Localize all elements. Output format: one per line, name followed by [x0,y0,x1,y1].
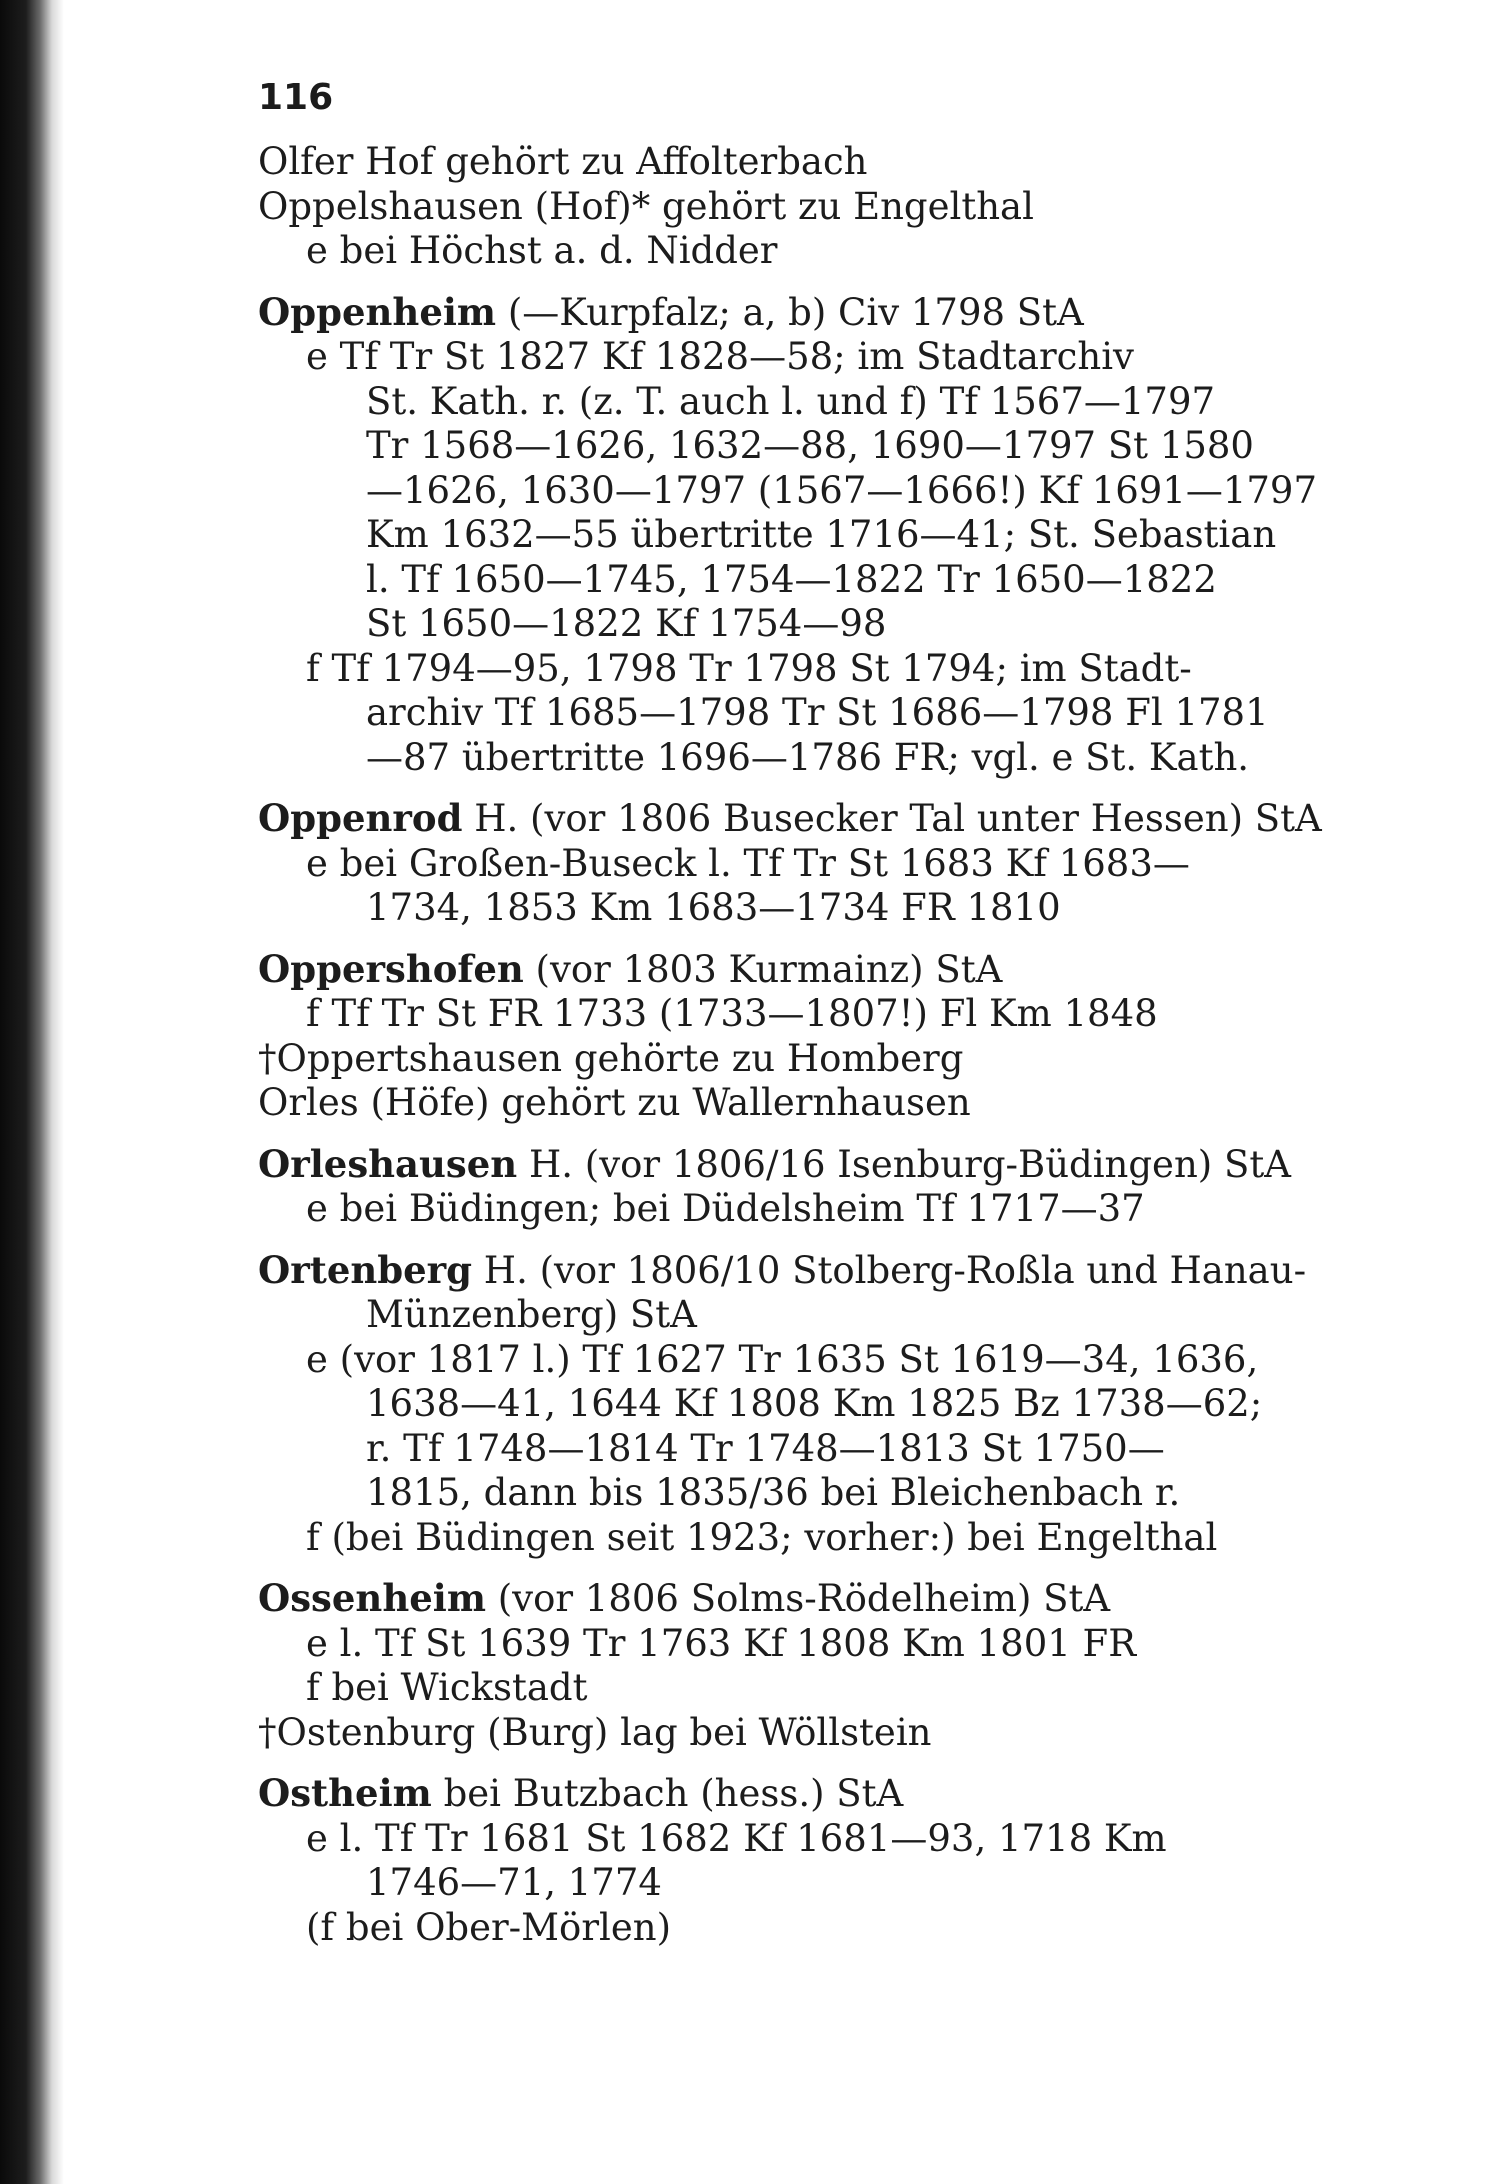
entry-headword-line [258,1248,1348,1294]
entry-headword: Ossenheim [258,1576,486,1620]
text-line: —87 übertritte 1696—1786 FR; vgl. e St. Kath. [366,735,1250,779]
text-line: St 1650—1822 Kf 1754—98 [366,602,887,645]
entry-headword: Oppenheim [258,289,497,334]
entry-details: (vor 1806 Solms-Rödelheim) StA [485,1577,1111,1620]
entry-details: bei Butzbach (hess.) StA [431,1772,904,1815]
text-line: Tr 1568—1626, 1632—88, 1690—1797 St 1580 [366,424,1254,467]
document-page [258,68,1348,1950]
text-line: f bei Wickstadt [306,1666,588,1709]
text-line: (f bei Ober-Mörlen) [306,1905,672,1949]
text-line: l. Tf 1650—1745, 1754—1822 Tr 1650—1822 [366,557,1217,601]
entry-headword-line [258,1771,1348,1817]
text-line: Km 1632—55 übertritte 1716—41; St. Sebastian [366,513,1277,556]
text-line: St. Kath. r. (z. T. auch l. und f) Tf 1567—1797 [366,379,1216,423]
entry-headword: Orleshausen [258,1141,518,1186]
entry-details: H. (vor 1806/16 Isenburg-Büdingen) StA [517,1142,1291,1186]
entry-list [258,140,1348,1950]
text-line: e l. Tf Tr 1681 St 1682 Kf 1681—93, 1718 Km [306,1816,1167,1860]
entry-headword-line [258,947,1348,993]
text-line: 1815, dann bis 1835/36 bei Bleichenbach r. [366,1471,1181,1514]
text-line: e (vor 1817 l.) Tf 1627 Tr 1635 St 1619—34, 1636, [306,1337,1259,1381]
text-line: e bei Großen-Buseck l. Tf Tr St 1683 Kf 1683— [306,841,1190,885]
page-number: 116 [258,77,334,118]
entry-headword: Ortenberg [258,1247,473,1292]
entry-details: (vor 1803 Kurmainz) StA [523,947,1003,991]
entry-headword: Oppershofen [258,946,524,991]
text-line: 1734, 1853 Km 1683—1734 FR 1810 [366,886,1061,929]
entry-headword-line [258,796,1348,842]
entry-details: H. (vor 1806/10 Stolberg-Roßla und Hanau- [472,1248,1307,1292]
text-line: e Tf Tr St 1827 Kf 1828—58; im Stadtarchiv [306,335,1134,378]
book-gutter-shadow [0,0,64,2184]
entry-headword-line [258,290,1348,336]
text-line: 1638—41, 1644 Kf 1808 Km 1825 Bz 1738—62; [366,1382,1263,1425]
entry-details: H. (vor 1806 Busecker Tal unter Hessen) StA [462,797,1322,840]
text-line: e bei Büdingen; bei Düdelsheim Tf 1717—37 [306,1187,1145,1230]
text-line: Münzenberg) StA [366,1293,697,1336]
text-line: f Tf Tr St FR 1733 (1733—1807!) Fl Km 1848 [306,992,1158,1035]
entry-headword-line [258,1142,1348,1188]
text-line: f Tf 1794—95, 1798 Tr 1798 St 1794; im Stadt- [306,646,1192,690]
entry-details: (—Kurpfalz; a, b) Civ 1798 StA [496,290,1084,334]
text-line: Orles (Höfe) gehört zu Wallernhausen [258,1081,971,1124]
text-line: f (bei Büdingen seit 1923; vorher:) bei Engelthal [306,1515,1218,1559]
text-line: 1746—71, 1774 [366,1861,662,1904]
text-line: —1626, 1630—1797 (1567—1666!) Kf 1691—1797 [366,468,1318,512]
text-line: e bei Höchst a. d. Nidder [306,229,778,272]
entry-headword: Ostheim [258,1771,432,1815]
text-line: e l. Tf St 1639 Tr 1763 Kf 1808 Km 1801 FR [306,1621,1137,1665]
text-line: r. Tf 1748—1814 Tr 1748—1813 St 1750— [366,1426,1165,1470]
text-line: Olfer Hof gehört zu Affolterbach [258,140,868,183]
text-line: archiv Tf 1685—1798 Tr St 1686—1798 Fl 1781 [366,691,1269,734]
entry-headword: Oppenrod [258,796,463,840]
text-line: Oppelshausen (Hof)* gehört zu Engelthal [258,184,1034,228]
entry-headword-line [258,1576,1348,1622]
text-line: †Ostenburg (Burg) lag bei Wöllstein [258,1710,932,1754]
text-line: †Oppertshausen gehörte zu Homberg [258,1036,964,1080]
